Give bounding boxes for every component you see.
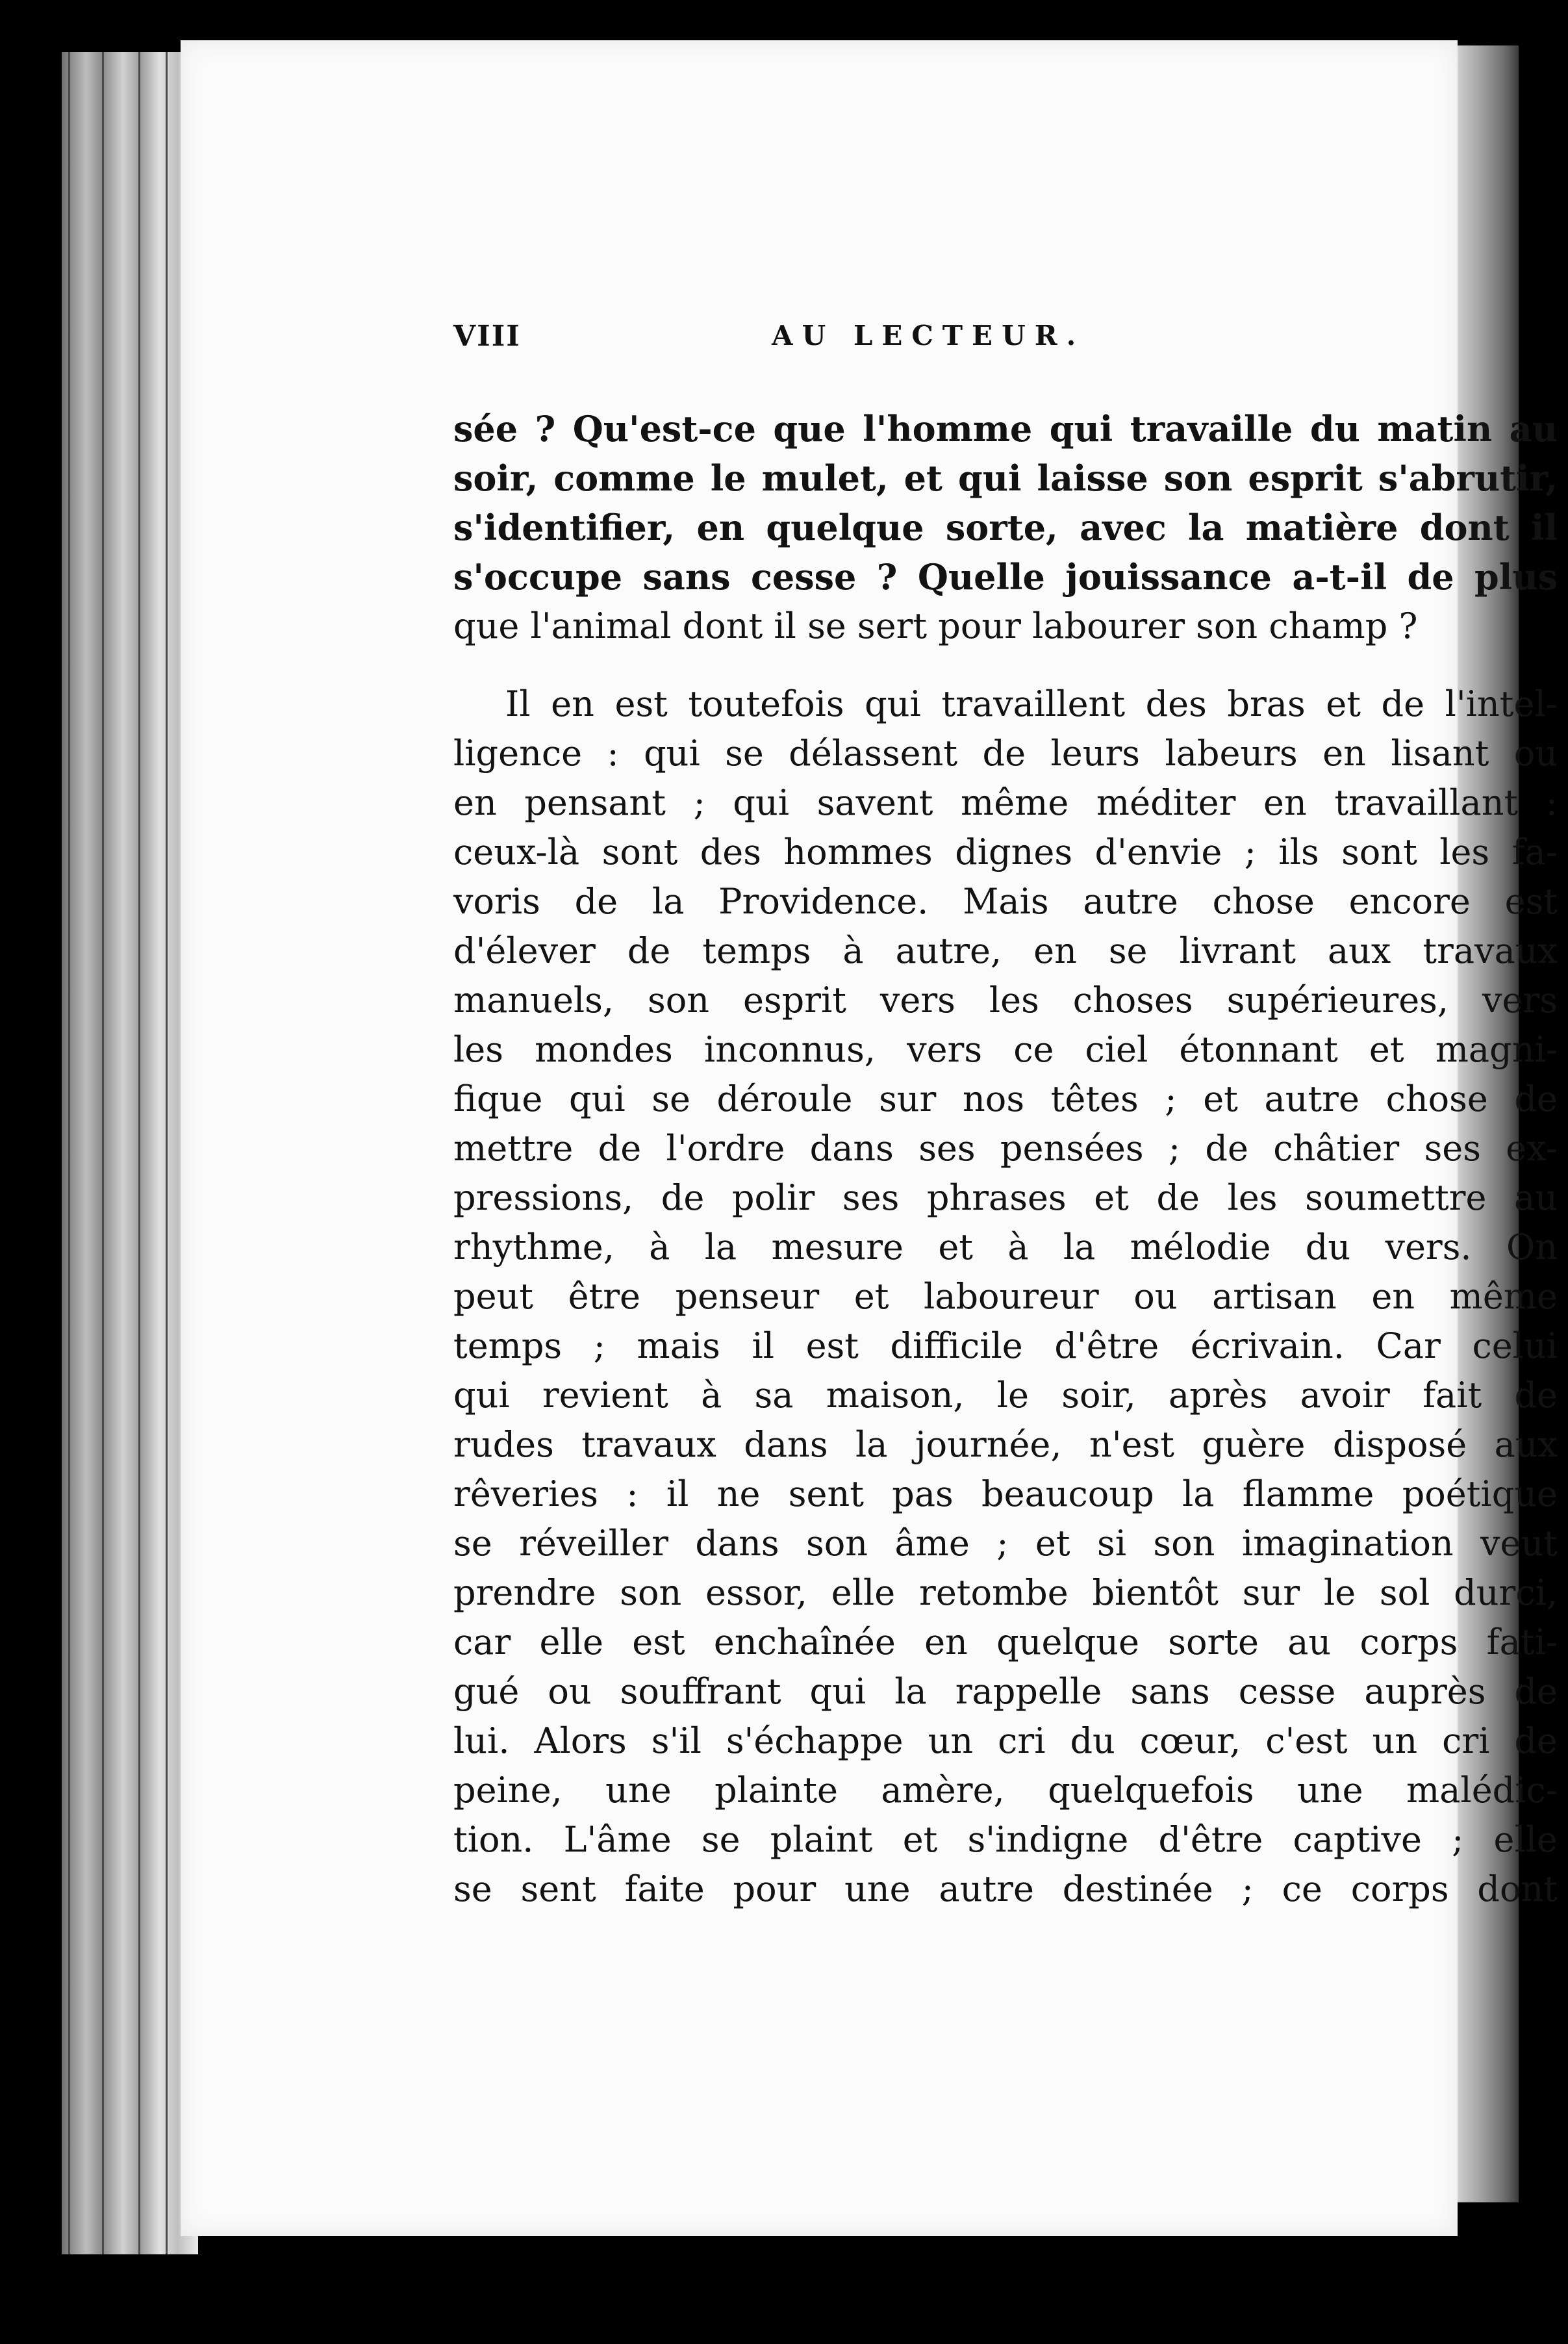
paragraph-gap <box>453 651 1558 680</box>
text-line: peine, une plainte amère, quelquefois une malédic- <box>453 1770 1558 1811</box>
text-line: les mondes inconnus, vers ce ciel étonnant et magni- <box>453 1029 1558 1070</box>
text-line: soir, comme le mulet, et qui laisse son esprit s'abrutir, <box>453 457 1558 499</box>
text-line: s'identifier, en quelque sorte, avec la matière dont il <box>453 507 1558 548</box>
paragraph-2 <box>453 680 1558 1914</box>
text-line: car elle est enchaînée en quelque sorte au corps fati- <box>453 1622 1558 1662</box>
running-title: AU LECTEUR. <box>772 320 1085 351</box>
running-head <box>181 320 1458 378</box>
book-page <box>181 40 1558 2236</box>
text-line: pressions, de polir ses phrases et de les soumettre au <box>453 1177 1558 1218</box>
text-line: mettre de l'ordre dans ses pensées ; de châtier ses ex- <box>453 1128 1558 1169</box>
page-edges-left <box>62 52 198 2254</box>
page-edge-line <box>138 52 140 2254</box>
page-number: VIII <box>453 320 521 353</box>
text-line: rudes travaux dans la journée, n'est guère disposé aux <box>453 1424 1558 1465</box>
text-line: se sent faite pour une autre destinée ; ce corps dont <box>453 1868 1558 1909</box>
text-line: que l'animal dont il se sert pour labourer son champ ? <box>453 605 1418 646</box>
text-line: rhythme, à la mesure et à la mélodie du vers. On <box>453 1227 1558 1268</box>
text-line: temps ; mais il est difficile d'être écrivain. Car celui <box>453 1325 1558 1366</box>
page-edge-line <box>68 52 70 2254</box>
text-line: Il en est toutefois qui travaillent des bras et de l'intel- <box>505 683 1558 724</box>
text-line: d'élever de temps à autre, en se livrant aux travaux <box>453 930 1558 971</box>
page-edge-line <box>166 52 168 2254</box>
text-line: manuels, son esprit vers les choses supérieures, vers <box>453 980 1558 1021</box>
text-line: s'occupe sans cesse ? Quelle jouissance a-t-il de plus <box>453 556 1558 598</box>
text-line: fique qui se déroule sur nos têtes ; et autre chose de <box>453 1078 1558 1119</box>
text-line: voris de la Providence. Mais autre chose encore est <box>453 881 1558 922</box>
page-body <box>453 404 1558 1914</box>
text-line: gué ou souffrant qui la rappelle sans cesse auprès de <box>453 1671 1558 1712</box>
text-line: tion. L'âme se plaint et s'indigne d'être captive ; elle <box>453 1819 1558 1860</box>
text-line: ceux-là sont des hommes dignes d'envie ; ils sont les fa- <box>453 832 1558 873</box>
text-line: peut être penseur et laboureur ou artisan en même <box>453 1276 1558 1317</box>
text-line: qui revient à sa maison, le soir, après avoir fait de <box>453 1375 1558 1416</box>
text-line: ligence : qui se délassent de leurs labeurs en lisant ou <box>453 733 1558 774</box>
paragraph-1 <box>453 404 1558 651</box>
text-line: sée ? Qu'est-ce que l'homme qui travaille du matin au <box>453 408 1558 450</box>
text-line: prendre son essor, elle retombe bientôt sur le sol durci, <box>453 1572 1558 1613</box>
text-line: en pensant ; qui savent même méditer en travaillant : <box>453 782 1558 823</box>
text-line: lui. Alors s'il s'échappe un cri du cœur, c'est un cri de <box>453 1720 1558 1761</box>
text-line: se réveiller dans son âme ; et si son imagination veut <box>453 1523 1558 1564</box>
page-edge-line <box>102 52 104 2254</box>
text-line: rêveries : il ne sent pas beaucoup la flamme poétique <box>453 1473 1558 1514</box>
